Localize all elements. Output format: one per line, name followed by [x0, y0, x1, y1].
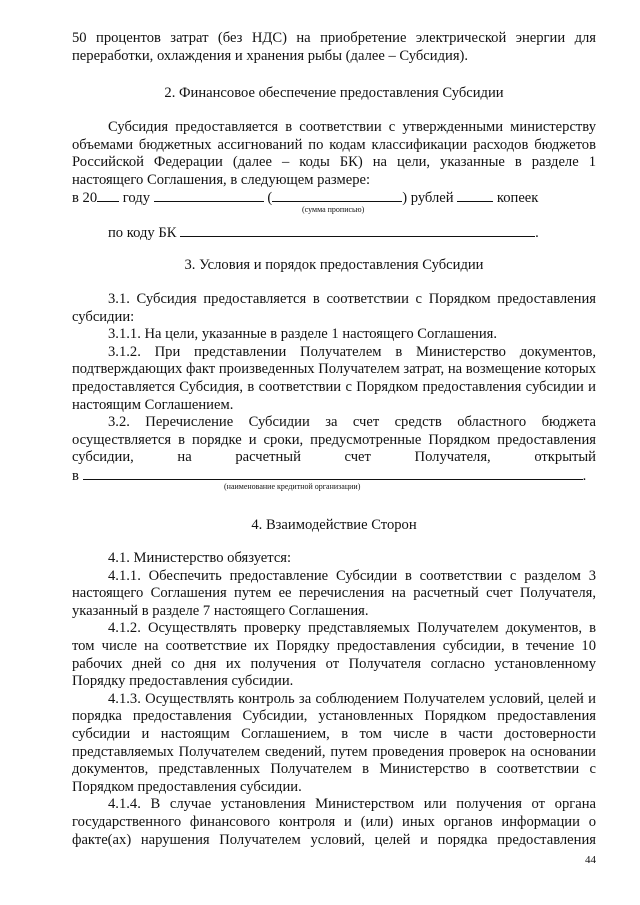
section-4-heading: 4. Взаимодействие Сторон	[251, 517, 417, 533]
year-word: году	[122, 190, 151, 206]
amount-blank	[154, 189, 264, 202]
clause-3-1-2: 3.1.2. При представлении Получателем в Министерство документов, подтверждающих факт произведенных Получателем затрат, на возмещение которых предоставляется Субсидия, в соответствии с Порядком предоставления субсидии и настоящим Соглашением.	[72, 343, 596, 413]
section-2-heading: 2. Финансовое обеспечение предоставления Субсидии	[164, 85, 504, 101]
bank-line: в .	[72, 468, 587, 484]
intro-block	[72, 30, 596, 65]
clause-4-1-1: 4.1.1. Обеспечить предоставление Субсидии в соответствии с разделом 3 настоящего Соглашения путем ее перечисления на расчетный счет Получателя, указанный в разделе 7 настоящего Соглашения.	[72, 567, 596, 619]
bank-prefix: в	[72, 468, 79, 484]
amount-words-caption: (сумма прописью)	[302, 205, 365, 214]
amount-words-blank	[272, 189, 402, 202]
clause-3-2: 3.2. Перечисление Субсидии за счет средств областного бюджета осуществляется в порядке и сроки, предусмотренные Порядком предоставления субсидии, на расчетный счет Получателя, открытый	[72, 414, 596, 466]
year-prefix: в 20	[72, 190, 98, 206]
intro-line-2: переработки, охлаждения и хранения рыбы (далее – Субсидия).	[72, 47, 469, 64]
bk-line: по коду БК .	[108, 225, 539, 241]
bank-caption: (наименование кредитной организации)	[224, 482, 361, 491]
page-number: 44	[585, 854, 596, 866]
rubles-label: ) рублей	[402, 190, 454, 206]
clause-4-1-2: 4.1.2. Осуществлять проверку представляемых Получателем документов, в том числе на соответствие их Порядку предоставления субсидии, в течение 10 рабочих дней со дня их получения от Получателя согласно установленному Порядку предоставления субсидии.	[72, 620, 596, 690]
clause-3-1: 3.1. Субсидия предоставляется в соответствии с Порядком предоставления субсидии:	[72, 291, 596, 325]
kopeks-blank	[457, 189, 493, 202]
amount-line: в 20 году ( ) рублей копеек	[72, 190, 539, 206]
section-3-heading: 3. Условия и порядок предоставления Субсидии	[184, 257, 484, 273]
kopeks-label: копеек	[496, 190, 539, 206]
section-3-block	[72, 291, 596, 467]
bk-blank	[180, 224, 535, 237]
section-2-paragraph	[72, 119, 596, 189]
clause-4-1-3: 4.1.3. Осуществлять контроль за соблюдением Получателем условий, целей и порядка предоставления Субсидии, установленных Порядком предоставления субсидии и настоящим Соглашением, в том числе в части достоверности представляемых Получателем сведений, путем проведения проверок на основании документов, представленных Получателем в Министерство в соответствии с Порядком предоставления субсидии.	[72, 690, 596, 795]
clause-4-1: 4.1. Министерство обязуется:	[108, 550, 292, 566]
clause-3-1-1: 3.1.1. На цели, указанные в разделе 1 настоящего Соглашения.	[108, 326, 498, 343]
clause-4-1-4: 4.1.4. В случае установления Министерством или получения от органа государственного финансового контроля и (или) иных органов информации о факте(ах) нарушения Получателем условий, целей и порядка предоставления	[72, 796, 596, 848]
intro-line-1: 50 процентов затрат (без НДС) на приобретение электрической энергии для	[72, 30, 596, 46]
bank-blank	[83, 467, 583, 480]
year-blank	[97, 189, 119, 202]
section-2-text: Субсидия предоставляется в соответствии с утвержденными министерству объемами бюджетных ассигнований по кодам классификации расходов бюджетов Российской Федерации (далее – коды БК) на цели, указанные в разделе 1 настоящего Соглашения, в следующем размере:	[72, 119, 596, 188]
section-4-block	[72, 550, 596, 849]
bk-label: по коду БК	[108, 225, 177, 241]
